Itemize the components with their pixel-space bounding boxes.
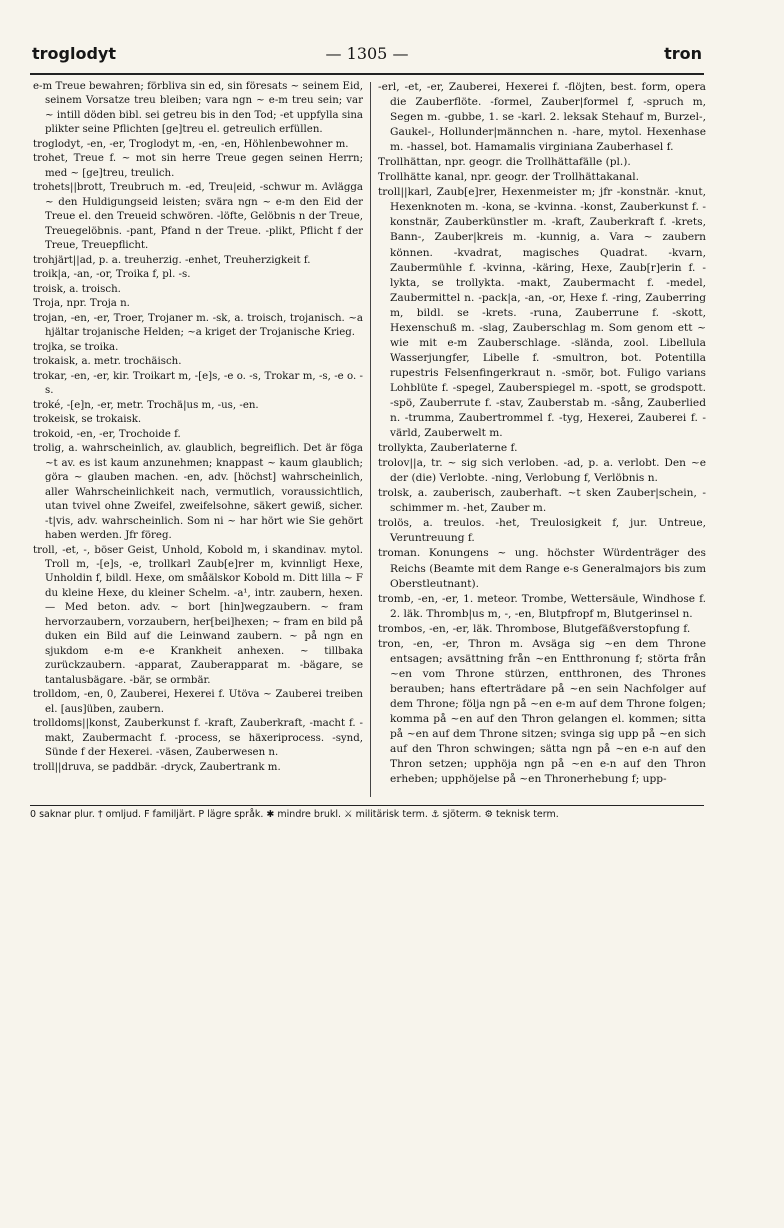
column-divider xyxy=(370,82,371,797)
entry: trojan, -en, -er, Troer, Trojaner m. -sk, a. troisch, trojanisch. ~a hjältar trojanische Helden; ~a kriget der Trojanische Krieg. xyxy=(33,312,363,339)
entry: Troja, npr. Troja n. xyxy=(33,298,130,310)
entry: trokar, -en, -er, kir. Troikart m, -[e]s, -e o. -s, Trokar m, -s, -e o. -s. xyxy=(33,370,363,397)
entry: Trollhättan, npr. geogr. die Trollhättafälle (pl.). xyxy=(378,156,631,169)
entry: troglodyt, -en, -er, Troglodyt m, -en, -en, Höhlenbewohner m. xyxy=(33,138,349,150)
footer-rule xyxy=(30,805,704,806)
entry: troman. Konungens ~ ung. höchster Würdenträger des Reichs (Beamte mit dem Range e-s Generalmajors bis zum Oberstleutnant). xyxy=(378,547,706,590)
entry: trolsk, a. zauberisch, zauberhaft. ~t sken Zauber|schein, -schimmer m. -het, Zauber m. xyxy=(378,487,706,515)
abbreviation-legend: 0 saknar plur. † omljud. F familjärt. P lägre språk. ✱ mindre brukl. ⚔ militärisk term. ⚓ sjöterm. ⚙ teknisk term. xyxy=(30,809,559,820)
entry: trolldom, -en, 0, Zauberei, Hexerei f. Utöva ~ Zauberei treiben el. [aus]üben, zaubern. xyxy=(33,689,363,715)
page-number: — 1305 — xyxy=(325,44,409,63)
left-column xyxy=(33,80,363,800)
entry: trohets||brott, Treubruch m. -ed, Treu|eid, -schwur m. Avlägga ~ den Huldigungseid leisten; svära ngn ~ e-m den Eid der Treue el. den Treueid schwören. -löfte, Gelöbnis n der Treue, Treuegelöbnis. -pant, Pfand n der Treue. -plikt, Pflicht f der Treue, Treuepflicht. xyxy=(33,182,363,252)
entry: tron, -en, -er, Thron m. Avsäga sig ~en dem Throne entsagen; avsättning från ~en Entthronung f; störta från ~en vom Throne stürzen, entthronen, des Thrones berauben; hans efterträdare på ~en sein Nachfolger auf dem Throne; följa ngn på ~en e-m auf dem Throne folgen; komma på ~en auf den Thron gelangen el. kommen; sitta på ~en auf dem Throne sitzen; svinga sig upp på ~en sich auf den Thron schwingen; sätta ngn på ~en e-n auf den Thron setzen; upphöja ngn på ~en e-n auf den Thron erheben; upphöjelse på ~en Thronerhebung f; upp- xyxy=(378,637,706,786)
entry: trokeisk, se trokaisk. xyxy=(33,414,142,426)
entry: troll, -et, -, böser Geist, Unhold, Kobold m, i skandinav. mytol. Troll m, -[e]s, -e, trollkarl Zaub[e]rer m, kvinnligt Hexe, Unholdin f, bildl. Hexe, om småälskor Kobold m. Ditt lilla ~ F du kleine Hexe, du kleiner Schelm. -a¹, intr. zaubern, hexen. — Med beton. adv. ~ bort [hin]wegzaubern. ~ fram hervorzaubern, vorzaubern, her[bei]hexen; ~ fram en bild på duken ein Bild auf die Leinwand zaubern. ~ på ngn en sjukdom e-m e-e Krankheit anhexen. ~ tillbaka zurückzaubern. -apparat, Zauberapparat m. -bägare, se tantalusbägare. -bär, se ormbär. xyxy=(33,544,363,686)
entry: trolov||a, tr. ~ sig sich verloben. -ad, p. a. verlobt. Den ~e der (die) Verlobte. -ning, Verlobung f, Verlöbnis n. xyxy=(378,457,706,485)
entry: trombos, -en, -er, läk. Thrombose, Blutgefäßverstopfung f. xyxy=(378,622,691,635)
left-headword: troglodyt xyxy=(32,44,116,63)
entry: troll||karl, Zaub[e]rer, Hexenmeister m; jfr -konstnär. -knut, Hexenknoten m. -kona, se -kvinna. -konst, Zauberkunst f. -konstnär, Zauberkünstler m. -kraft, Zauberkraft f. -krets, Bann-, Zauber|kreis m. -kunnig, a. Vara ~ zaubern können. -kvadrat, magisches Quadrat. -kvarn, Zaubermühle f. -kvinna, -käring, Hexe, Zaub[r]erin f. -lykta, se trollykta. -makt, Zaubermacht f. -medel, Zaubermittel n. -pack|a, -an, -or, Hexe f. -ring, Zauberring m, bildl. se -krets. -runa, Zauberrune f. -skott, Hexenschuß m. -slag, Zauberschlag m. Som genom ett ~ wie mit e-m Zauberschlage. -slända, zool. Libellula Wasserjungfer, Libelle f. -smultron, bot. Potentilla rupestris Felsenfingerkraut n. -smör, bot. Fuligo varians Lohblüte f. -spegel, Zauberspiegel m. -spott, se grodspott. -spö, Zauberrute f. -stav, Zauberstab m. -sång, Zauberlied n. -trumma, Zaubertrommel f. -tyg, Hexerei, Zauberei f. -värld, Zauberwelt m. xyxy=(378,186,706,440)
entry: e-m Treue bewahren; förbliva sin ed, sin föresats ~ seinem Eid, seinem Vorsatze treu bleiben; vara ngn ~ e-m treu sein; var ~ intill döden bibl. sei getreu bis in den Tod; -et uppfylla sina plikter seine Pflichten [ge]treu el. getreulich erfüllen. xyxy=(33,81,363,136)
entry: troll||druva, se paddbär. -dryck, Zaubertrank m. xyxy=(33,761,281,773)
page-header xyxy=(32,44,702,68)
entry: trokaisk, a. metr. trochäisch. xyxy=(33,356,182,368)
entry: trolig, a. wahrscheinlich, av. glaublich, begreiflich. Det är föga ~t av. es ist kaum anzunehmen; knappast ~ kaum glaublich; göra ~ glauben machen. -en, adv. [höchst] wahrscheinlich, aller Wahrscheinlichkeit nach, vermutlich, voraussichtlich, utan tvivel ohne Zweifel, zweifelsohne, säkert gewiß, sicher. -t|vis, adv. wahrscheinlich. Som ni ~ har hört wie Sie gehört haben werden. Jfr föreg. xyxy=(33,443,363,542)
right-headword: tron xyxy=(664,44,702,63)
entry: trohjärt||ad, p. a. treuherzig. -enhet, Treuherzigkeit f. xyxy=(33,254,311,266)
entry: trollykta, Zauberlaterne f. xyxy=(378,442,518,455)
right-column xyxy=(378,80,706,800)
entry: trojka, se troika. xyxy=(33,341,119,353)
header-rule xyxy=(30,73,704,75)
entry: tromb, -en, -er, 1. meteor. Trombe, Wettersäule, Windhose f. 2. läk. Thromb|us m, -, -en, Blutpfropf m, Blutgerinsel n. xyxy=(378,592,706,620)
entry: troké, -[e]n, -er, metr. Trochä|us m, -us, -en. xyxy=(33,399,259,411)
entry: trolldoms||konst, Zauberkunst f. -kraft, Zauberkraft, -macht f. -makt, Zaubermacht f. -process, se häxeriprocess. -synd, Sünde f der Hexerei. -väsen, Zauberwesen n. xyxy=(33,718,363,759)
entry: trohet, Treue f. ~ mot sin herre Treue gegen seinen Herrn; med ~ [ge]treu, treulich. xyxy=(33,153,363,179)
entry: -erl, -et, -er, Zauberei, Hexerei f. -flöjten, best. form, opera die Zauberflöte. -formel, Zauber|formel f, -spruch m, Segen m. -gubbe, 1. se -karl. 2. leksak Stehauf m, Burzel-, Gaukel-, Hollunder|männchen n. -hare, mytol. Hexenhase m. -hassel, bot. Hamamalis virginiana Zauberhasel f. xyxy=(378,81,706,154)
entry: troisk, a. troisch. xyxy=(33,283,121,295)
entry: trokoid, -en, -er, Trochoide f. xyxy=(33,428,181,440)
entry: trolös, a. treulos. -het, Treulosigkeit f, jur. Untreue, Veruntreuung f. xyxy=(378,517,706,545)
entry: troik|a, -an, -or, Troika f, pl. -s. xyxy=(33,269,191,281)
entry: Trollhätte kanal, npr. geogr. der Trollhättakanal. xyxy=(378,171,640,184)
